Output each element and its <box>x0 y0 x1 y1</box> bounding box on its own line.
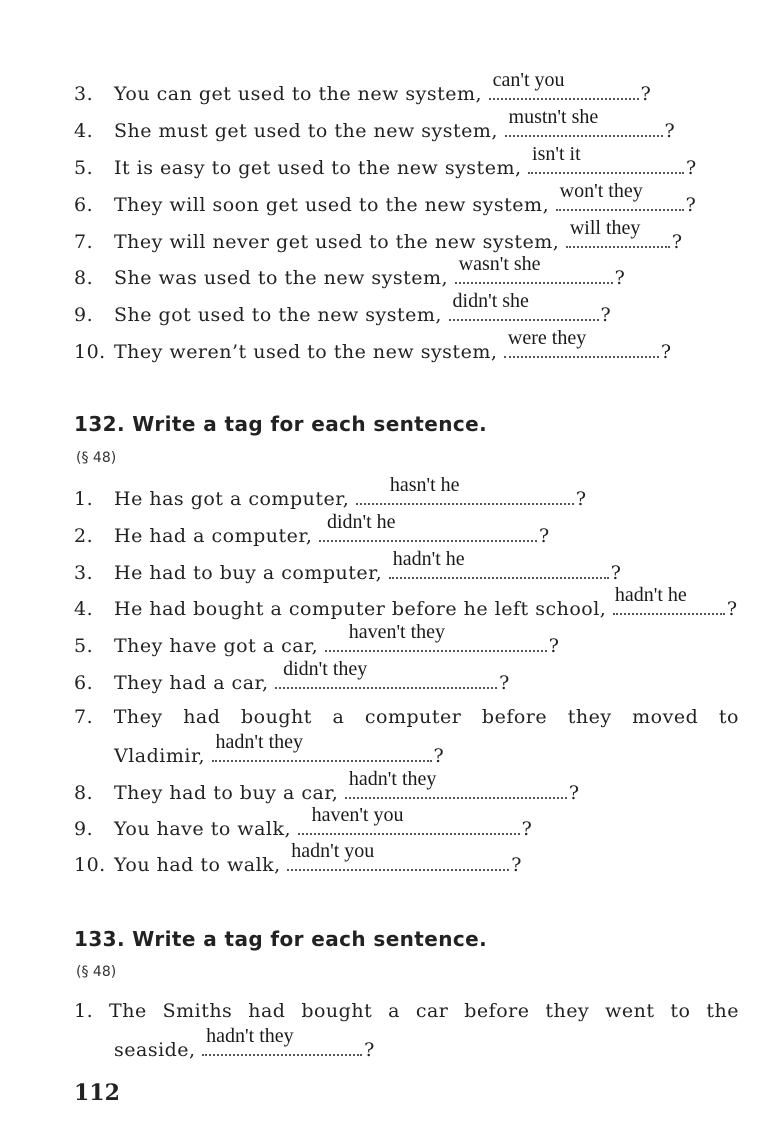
item-word: had <box>183 706 221 728</box>
item-number: 6. <box>74 672 94 694</box>
answer-blank[interactable] <box>449 290 599 321</box>
answer-blank[interactable] <box>504 327 659 358</box>
ex133-item-1-line1 <box>74 1000 739 1022</box>
answer-text: hadn't you <box>291 840 375 862</box>
answer-blank[interactable] <box>275 658 497 689</box>
item-number: 4. <box>74 598 94 620</box>
item-word: bought <box>301 1000 373 1022</box>
question-mark: ? <box>726 598 738 620</box>
answer-blank[interactable] <box>345 768 567 799</box>
item-word: to <box>718 706 739 728</box>
item-sentence: He had a computer, <box>114 525 313 547</box>
item-sentence: It is easy to get used to the new system, <box>114 157 522 179</box>
question-mark: ? <box>511 854 522 876</box>
answer-blank[interactable] <box>298 804 520 835</box>
item-word: before <box>481 706 548 728</box>
item-number: 7. <box>74 231 94 253</box>
item-number: 8. <box>74 267 94 289</box>
answer-text: didn't they <box>283 658 368 680</box>
question-mark: ? <box>538 525 550 547</box>
ex132-item-7-line1 <box>74 706 739 728</box>
exercise-132-reference: (§ 48) <box>76 450 117 466</box>
question-mark: ? <box>600 304 612 326</box>
answer-text: hadn't they <box>206 1025 294 1047</box>
item-sentence: He had bought a computer before he left school, <box>114 598 607 620</box>
item-sentence: He has got a computer, <box>114 488 350 510</box>
item-word: computer <box>364 706 462 728</box>
answer-text: will they <box>569 217 641 239</box>
answer-text: hasn't he <box>389 474 460 496</box>
ex131-item-7 <box>74 217 683 258</box>
answer-text: haven't you <box>311 804 404 826</box>
item-word: the <box>706 1000 739 1022</box>
ex132-item-6 <box>74 658 510 699</box>
item-sentence: They had a car, <box>114 672 269 694</box>
answer-blank[interactable] <box>287 840 509 871</box>
ex131-item-4 <box>74 106 676 147</box>
item-sentence: You can get used to the new system, <box>114 83 483 105</box>
item-sentence: They will never get used to the new system, <box>114 231 560 253</box>
item-word: to <box>670 1000 691 1022</box>
exercise-133-title: 133. Write a tag for each sentence. <box>74 927 488 951</box>
answer-blank[interactable] <box>505 106 663 137</box>
item-sentence: She was used to the new system, <box>114 267 449 289</box>
item-word: before <box>464 1000 530 1022</box>
answer-text: were they <box>507 327 587 349</box>
answer-blank[interactable] <box>202 1025 362 1056</box>
item-word: had <box>248 1000 286 1022</box>
answer-blank[interactable] <box>613 584 725 615</box>
page-number: 112 <box>74 1080 120 1106</box>
item-word: Smiths <box>162 1000 233 1022</box>
item-number: 1. <box>74 1000 94 1022</box>
item-number: 3. <box>74 83 94 105</box>
answer-text: mustn't she <box>508 106 599 128</box>
item-number: 2. <box>74 525 94 547</box>
answer-blank[interactable] <box>528 143 684 174</box>
item-sentence: You had to walk, <box>114 854 281 876</box>
ex131-item-10 <box>74 327 672 368</box>
question-mark: ? <box>640 83 652 105</box>
item-word: they <box>567 706 612 728</box>
item-sentence: She got used to the new system, <box>114 304 442 326</box>
item-sentence: He had to buy a computer, <box>114 562 383 584</box>
question-mark: ? <box>521 818 533 840</box>
answer-text: hadn't they <box>215 731 304 753</box>
ex131-item-8 <box>74 253 626 294</box>
question-mark: ? <box>686 157 697 179</box>
answer-text: won't they <box>559 180 643 202</box>
item-number: 4. <box>74 120 94 142</box>
item-word: they <box>545 1000 590 1022</box>
answer-text: didn't she <box>452 290 529 312</box>
item-number: 5. <box>74 635 94 657</box>
answer-text: can't you <box>492 69 565 91</box>
question-mark: ? <box>575 488 587 510</box>
answer-text: didn't he <box>326 511 396 533</box>
item-number: 6. <box>74 194 94 216</box>
exercise-132-title: 132. Write a tag for each sentence. <box>74 412 488 436</box>
question-mark: ? <box>433 745 445 767</box>
item-sentence: They have got a car, <box>114 635 319 657</box>
item-sentence: You have to walk, <box>114 818 292 840</box>
ex133-item-1-line2 <box>114 1025 375 1066</box>
ex132-item-10 <box>74 840 522 881</box>
item-word: a <box>332 706 345 728</box>
answer-text: wasn't she <box>458 253 541 275</box>
item-number: 10. <box>74 341 106 363</box>
question-mark: ? <box>614 267 626 289</box>
item-word: They <box>113 706 163 728</box>
question-mark: ? <box>671 231 683 253</box>
question-mark: ? <box>568 782 580 804</box>
item-number: 1. <box>74 488 94 510</box>
answer-blank[interactable] <box>489 69 639 100</box>
question-mark: ? <box>664 120 676 142</box>
answer-text: hadn't he <box>392 548 465 570</box>
answer-text: isn't it <box>532 143 581 165</box>
item-number: 9. <box>74 304 94 326</box>
question-mark: ? <box>548 635 560 657</box>
item-number: 9. <box>74 818 94 840</box>
answer-text: haven't they <box>348 621 446 643</box>
item-word: went <box>605 1000 655 1022</box>
item-word: moved <box>632 706 699 728</box>
item-number: 7. <box>74 706 94 728</box>
item-number: 3. <box>74 562 94 584</box>
answer-blank[interactable] <box>212 731 432 762</box>
ex132-item-2 <box>74 511 550 552</box>
item-word: car <box>415 1000 449 1022</box>
answer-blank[interactable] <box>556 180 684 211</box>
item-sentence: She must get used to the new system, <box>114 120 498 142</box>
item-sentence: seaside, <box>114 1039 196 1061</box>
ex132-item-3 <box>74 548 622 589</box>
answer-blank[interactable] <box>319 511 537 542</box>
question-mark: ? <box>660 341 672 363</box>
answer-text: hadn't they <box>348 768 437 790</box>
item-sentence: They will soon get used to the new system, <box>114 194 550 216</box>
exercise-133-reference: (§ 48) <box>76 964 117 980</box>
question-mark: ? <box>685 194 697 216</box>
answer-blank[interactable] <box>325 621 547 652</box>
item-sentence: Vladimir, <box>114 745 205 767</box>
item-word: The <box>109 1000 147 1022</box>
answer-blank[interactable] <box>566 217 670 248</box>
item-word: a <box>388 1000 400 1022</box>
item-sentence: They had to buy a car, <box>114 782 339 804</box>
item-number: 8. <box>74 782 94 804</box>
answer-blank[interactable] <box>356 474 574 505</box>
question-mark: ? <box>610 562 622 584</box>
answer-text: hadn't he <box>614 584 687 606</box>
question-mark: ? <box>364 1039 375 1061</box>
answer-blank[interactable] <box>455 253 613 284</box>
item-number: 10. <box>74 854 106 876</box>
item-sentence: They weren’t used to the new system, <box>114 341 498 363</box>
question-mark: ? <box>499 672 510 694</box>
answer-blank[interactable] <box>389 548 609 579</box>
item-word: bought <box>241 706 312 728</box>
item-number: 5. <box>74 157 94 179</box>
